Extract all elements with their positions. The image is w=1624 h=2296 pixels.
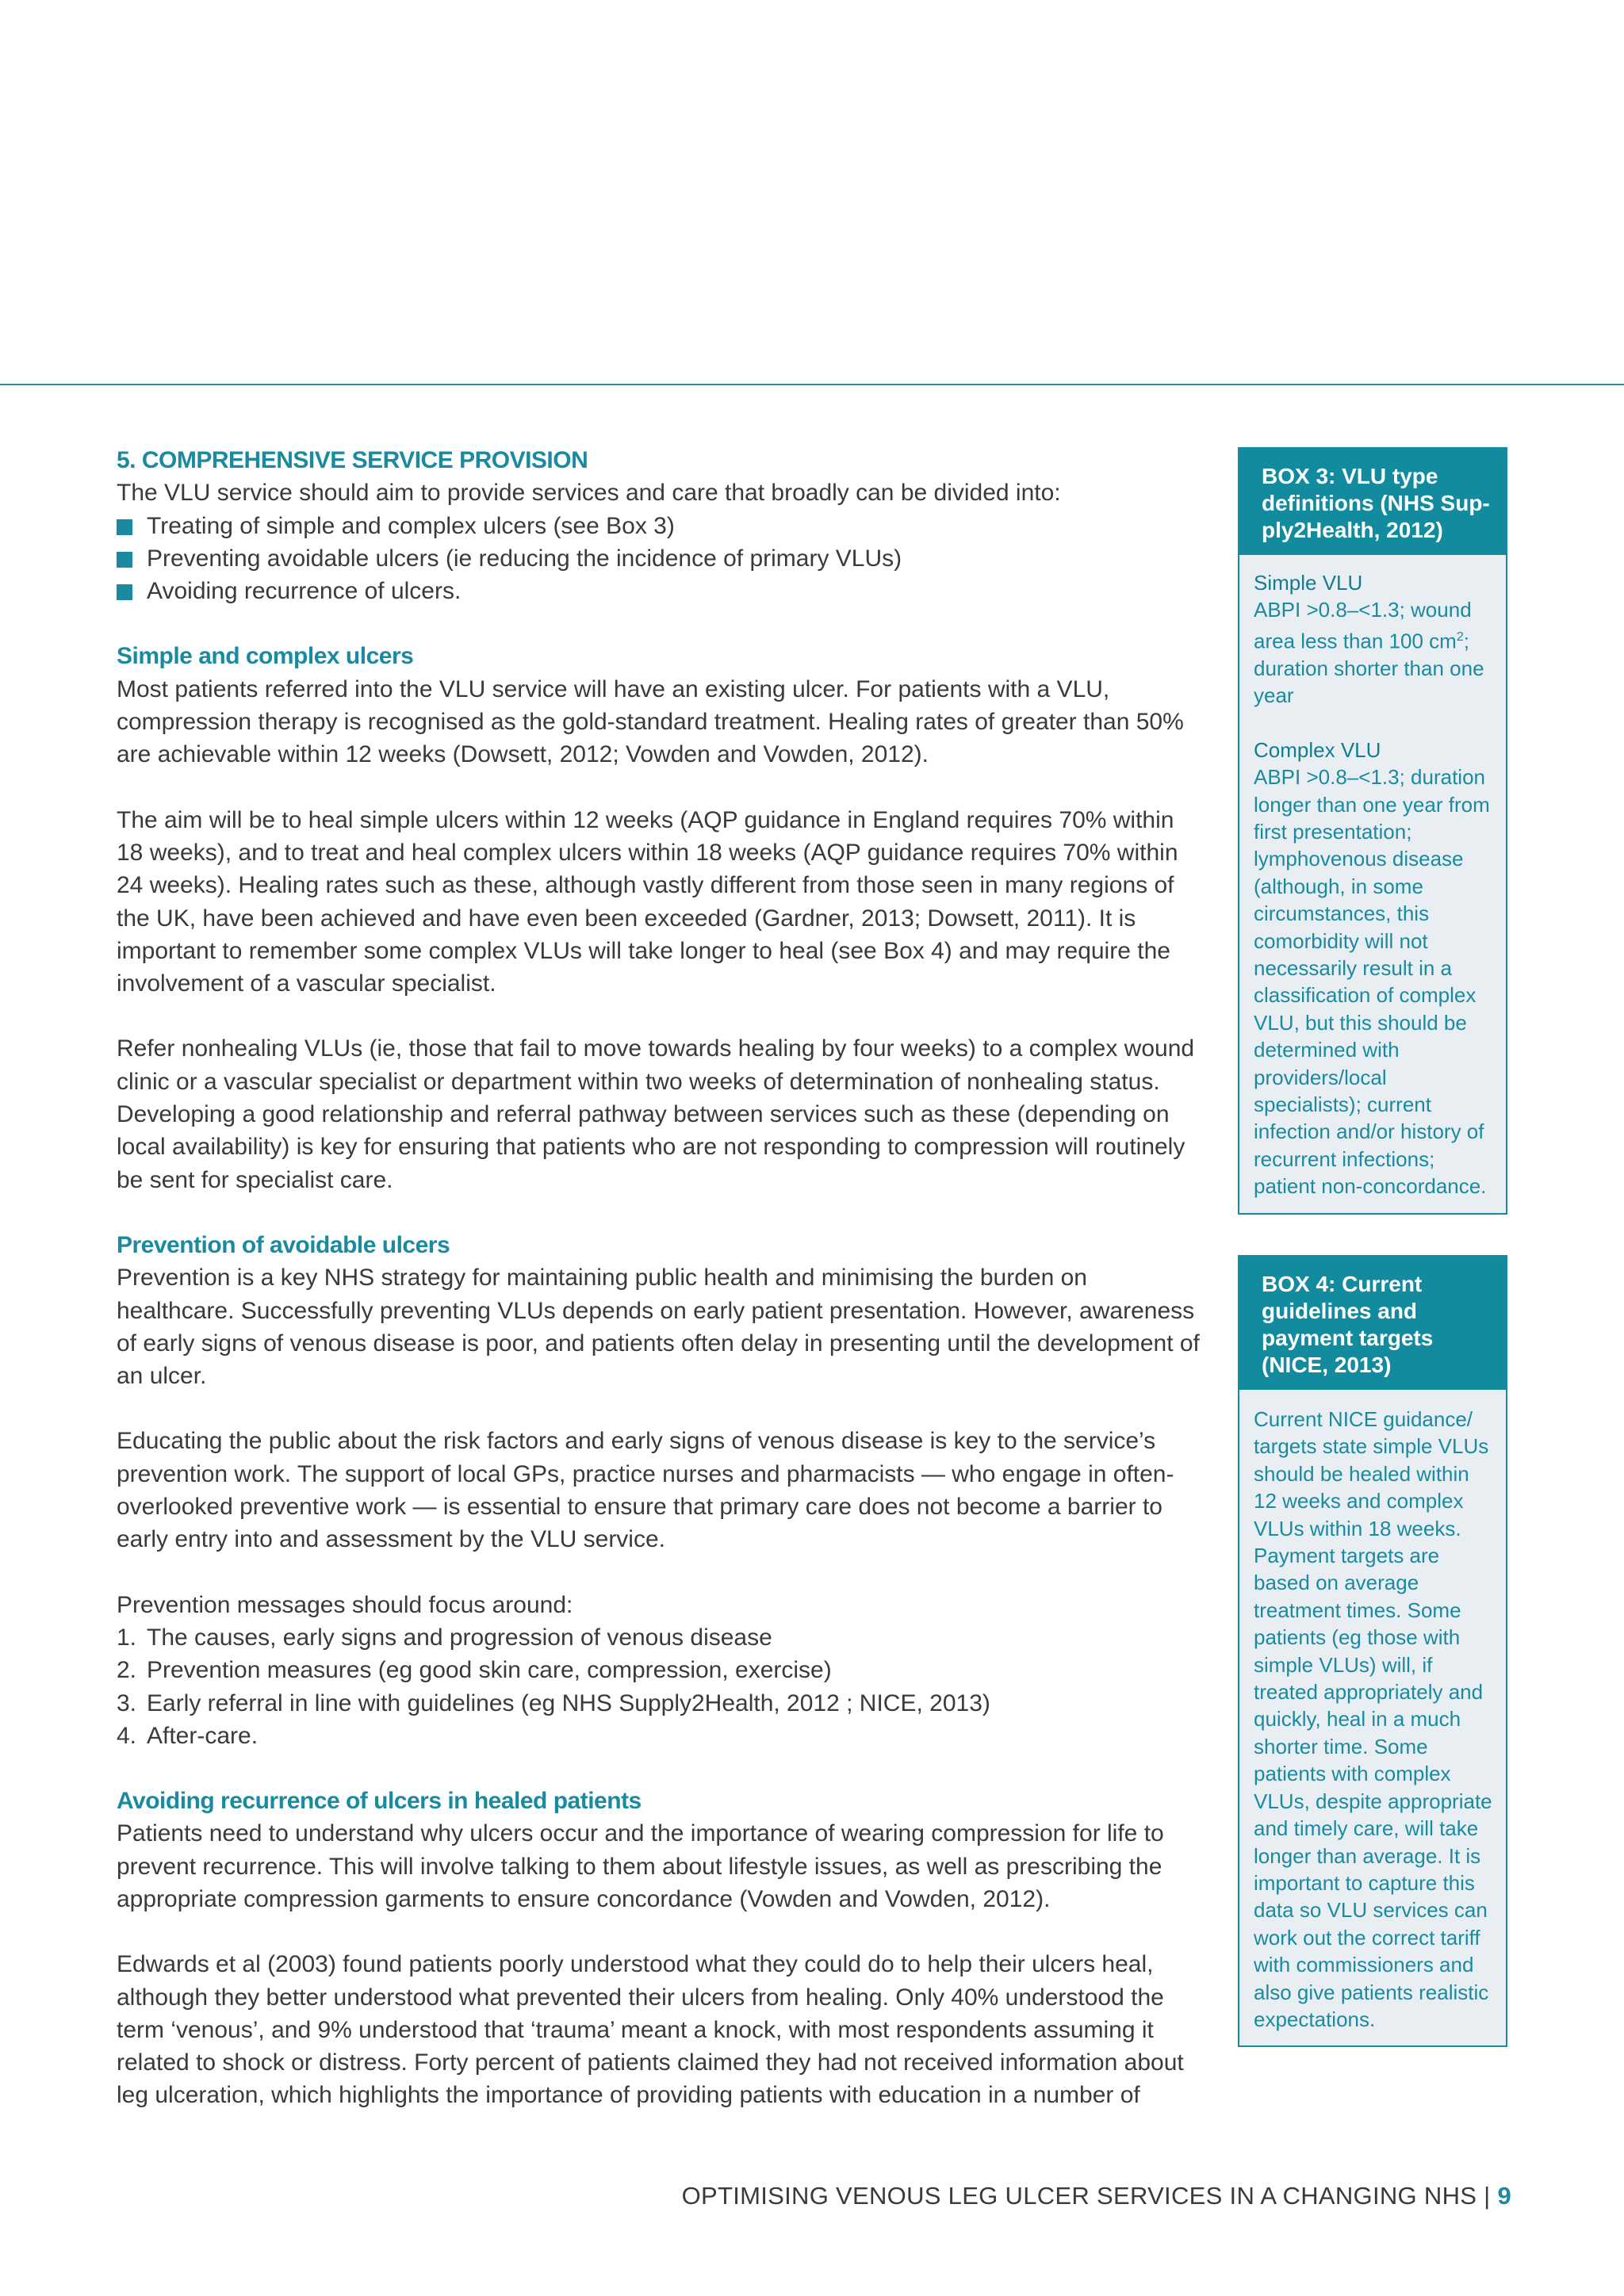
page-number: 9 (1497, 2182, 1511, 2210)
simple-vlu-title: Simple VLU (1254, 571, 1363, 595)
footer-separator: | (1484, 2182, 1491, 2210)
bullet-text: Preventing avoidable ulcers (ie reducing the incidence of primary VLUs) (147, 545, 902, 572)
box-3-vlu-definitions (1238, 447, 1507, 1215)
section-intro: The VLU service should aim to provide services and care that broadly can be divided into: (117, 480, 1061, 507)
page-footer (682, 2182, 1511, 2210)
bullet-item (117, 542, 1203, 575)
paragraph: The aim will be to heal simple ulcers within 12 weeks (AQP guidance in England requires 70% within 18 weeks), and to treat and heal complex ulcers within 18 weeks (AQP guidance requires 70% within 24 weeks). Healing rates such as these, although vastly different from those seen in many regions of the UK, have been achieved and have even been exceeded (Gardner, 2013; Dowsett, 2011). It is important to remember some complex VLUs will take longer to heal (see Box 4) and may require the involvement of a vascular specialist. (117, 806, 1178, 997)
complex-vlu-title: Complex VLU (1254, 737, 1381, 762)
paragraph: Edwards et al (2003) found patients poorly understood what they could do to help their ulcers heal, although they better understood what prevented their ulcers from healing. Only 40% understood the term ‘venous’, and 9% understood that ‘trauma’ meant a knock, with most respondents assuming it related to shock or distress. Forty percent of patients claimed they had not received information about leg ulceration, which highlights the importance of providing patients with education in a number of (117, 1951, 1184, 2109)
box-4-title: BOX 4: Current guidelines and payment targets (NICE, 2013) (1239, 1257, 1506, 1390)
box-4-body (1239, 1390, 1506, 2045)
numbered-item: 2. Prevention measures (eg good skin care, compression, exercise) (117, 1657, 832, 1684)
section-title: 5. COMPREHENSIVE SERVICE PROVISION (117, 447, 588, 473)
simple-vlu-text: ABPI >0.8–<1.3; wound area less than 100 $cm^2$; duration shorter than one year (1254, 598, 1484, 708)
subheading-simple-complex: Simple and complex ulcers (117, 643, 414, 670)
numbered-item: 3. Early referral in line with guidelines (eg NHS Supply2Health, 2012 ; NICE, 2013) (117, 1689, 990, 1716)
paragraph: Prevention is a key NHS strategy for maintaining public health and minimising the burden on healthcare. Successfully preventing VLUs depends on early patient presentation. However, awareness of early signs of venous disease is poor, and patients often delay in presenting until the development of an ulcer. (117, 1265, 1200, 1390)
square-bullet-icon (117, 519, 132, 535)
square-bullet-icon (117, 584, 132, 600)
paragraph: Refer nonhealing VLUs (ie, those that fail to move towards healing by four weeks) to a complex wound clinic or a vascular specialist or department within two weeks of determination of nonhealing status. Developing a good relationship and referral pathway between services such as these (depending on local availability) is key for ensuring that patients who are not responding to compression will routinely be sent for specialist care. (117, 1035, 1195, 1193)
bullet-text: Avoiding recurrence of ulcers. (147, 578, 462, 605)
subheading-prevention: Prevention of avoidable ulcers (117, 1231, 450, 1258)
square-bullet-icon (117, 552, 132, 568)
paragraph: Prevention messages should focus around: (117, 1591, 573, 1618)
bullet-item (117, 510, 1203, 542)
subheading-recurrence: Avoiding recurrence of ulcers in healed patients (117, 1788, 642, 1815)
main-column (117, 444, 1203, 2112)
box-4-text: Current NICE guidance/ targets state simple VLUs should be healed within 12 weeks and complex VLUs within 18 weeks. Payment targets are based on average treatment times. Some patients (eg those with simple VLUs) will, if treated appropriately and quickly, heal in a much shorter time. Some patients with complex VLUs, despite appropriate and timely care, will take longer than average. It is important to capture this data so VLU services can work out the correct tariff with commissioners and also give patients realistic expectations. (1254, 1407, 1492, 2031)
complex-vlu-text: ABPI >0.8–<1.3; duration longer than one year from first presentation; lymphovenous disease (although, in some circumstances, this comorbidity will not necessarily result in a classification of complex VLU, but this should be determined with providers/local specialists); current infection and/or history of recurrent infections; patient non-concordance. (1254, 765, 1490, 1199)
box-3-title: BOX 3: VLU type definitions (NHS Sup-ply2Health, 2012) (1239, 449, 1506, 555)
paragraph: Patients need to understand why ulcers occur and the importance of wearing compression for life to prevent recurrence. This will involve talking to them about lifestyle issues, as well as prescribing the appropriate compression garments to ensure concordance (Vowden and Vowden, 2012). (117, 1820, 1164, 1912)
bullet-item (117, 575, 1203, 607)
paragraph: Educating the public about the risk factors and early signs of venous disease is key to the service’s prevention work. The support of local GPs, practice nurses and pharmacists — who engage in often-overlooked preventive work — is essential to ensure that primary care does not become a barrier to early entry into and assessment by the VLU service. (117, 1428, 1174, 1553)
paragraph: Most patients referred into the VLU service will have an existing ulcer. For patients with a VLU, compression therapy is recognised as the gold-standard treatment. Healing rates of greater than 50% are achievable within 12 weeks (Dowsett, 2012; Vowden and Vowden, 2012). (117, 675, 1184, 768)
footer-title: OPTIMISING VENOUS LEG ULCER SERVICES IN A CHANGING NHS (681, 2182, 1477, 2210)
top-divider-line (0, 384, 1624, 385)
box-3-body (1239, 555, 1506, 1213)
numbered-item: 4. After-care. (117, 1722, 259, 1749)
box-4-guidelines (1238, 1255, 1507, 2047)
numbered-item: 1. The causes, early signs and progression of venous disease (117, 1624, 772, 1651)
bullet-text: Treating of simple and complex ulcers (see Box 3) (147, 512, 675, 539)
